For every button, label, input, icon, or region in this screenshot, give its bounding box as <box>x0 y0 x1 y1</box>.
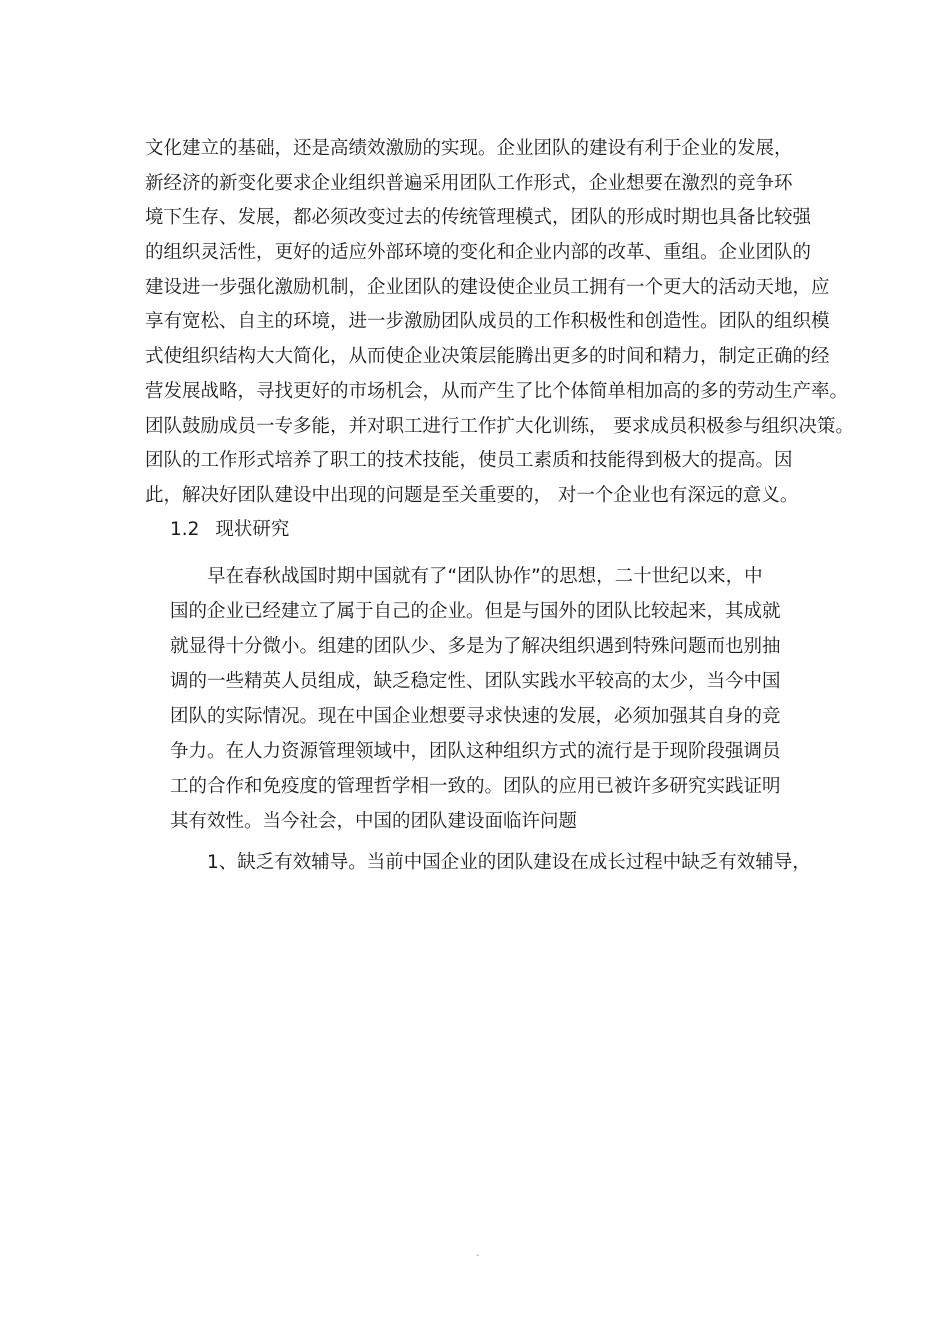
text-line: 调的一些精英人员组成，缺乏稳定性、团队实践水平较高的太少，当今中国 <box>170 671 781 692</box>
text-line: 式使组织结构大大简化，从而使企业决策层能腾出更多的时间和精力，制定正确的经 <box>145 346 830 367</box>
section-heading <box>170 518 289 542</box>
text-line: 文化建立的基础，还是高绩效激励的实现。企业团队的建设有利于企业的发展， <box>145 138 793 159</box>
text-line: 的组织灵活性，更好的适应外部环境的变化和企业内部的改革、重组。企业团队的 <box>145 242 812 263</box>
text-line: 工的合作和免疫度的管理哲学相一致的。团队的应用已被许多研究实践证明 <box>170 776 781 797</box>
text-line: 国的企业已经建立了属于自己的企业。但是与国外的团队比较起来，其成就 <box>170 601 781 622</box>
text-line: 就显得十分微小。组建的团队少、多是为了解决组织遇到特殊问题而也别抽 <box>170 636 781 657</box>
text-line: 团队的实际情况。现在中国企业想要寻求快速的发展，必须加强其自身的竞 <box>170 706 781 727</box>
text-line: 建设进一步强化激励机制，企业团队的建设使企业员工拥有一个更大的活动天地，应 <box>145 277 830 298</box>
section-number: 1.2 <box>170 519 200 540</box>
text-line: 1、缺乏有效辅导。当前中国企业的团队建设在成长过程中缺乏有效辅导， <box>207 852 811 873</box>
text-line: 争力。在人力资源管理领域中，团队这种组织方式的流行是于现阶段强调员 <box>170 741 781 762</box>
text-line: 团队鼓励成员一专多能，并对职工进行工作扩大化训练， 要求成员积极参与组织决策。 <box>145 416 854 437</box>
text-line: 营发展战略，寻找更好的市场机会，从而产生了比个体简单相加高的多的劳动生产率。 <box>145 381 849 402</box>
text-line: 其有效性。当今社会，中国的团队建设面临许问题 <box>170 811 578 832</box>
text-line: 享有宽松、自主的环境，进一步激励团队成员的工作积极性和创造性。团队的组织模 <box>145 311 830 332</box>
section-title: 现状研究 <box>215 519 290 540</box>
page-footer-mark: - <box>476 1250 480 1261</box>
text-line: 境下生存、发展，都必须改变过去的传统管理模式，团队的形成时期也具备比较强 <box>145 207 812 228</box>
text-line: 早在春秋战国时期中国就有了“团队协作”的思想，二十世纪以来，中 <box>207 566 763 587</box>
text-line: 新经济的新变化要求企业组织普遍采用团队工作形式，企业想要在激烈的竞争环 <box>145 173 793 194</box>
text-line: 团队的工作形式培养了职工的技术技能，使员工素质和技能得到极大的提高。因 <box>145 450 793 471</box>
text-line: 此，解决好团队建设中出现的问题是至关重要的， 对一个企业也有深远的意义。 <box>145 485 799 506</box>
